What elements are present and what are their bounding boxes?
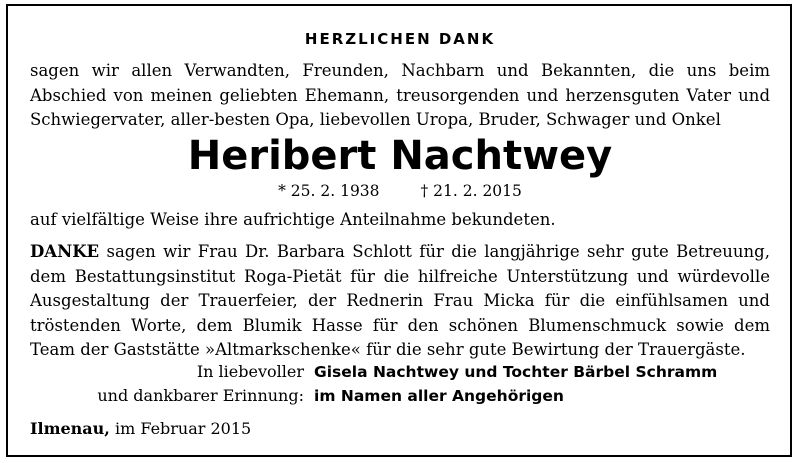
- date: im Februar 2015: [109, 419, 252, 438]
- signature-label-2: und dankbarer Erinnung:: [97, 386, 304, 405]
- signature-label-1: In liebevoller: [196, 362, 304, 381]
- condolence-paragraph: auf vielfältige Weise ihre aufrichtige Anteilnahme bekundeten.: [30, 210, 556, 229]
- birth-date: * 25. 2. 1938: [278, 182, 380, 200]
- signature-names: Gisela Nachtwey und Tochter Bärbel Schramm: [314, 363, 718, 381]
- signature-relatives: im Namen aller Angehörigen: [314, 387, 564, 405]
- intro-paragraph: sagen wir allen Verwandten, Freunden, Nachbarn und Bekannten, die uns beim Abschied von meinen geliebten Ehemann, treusorgenden und herzensguten Vater und Schwiegervater, aller-besten Opa, liebevollen Uropa, Bruder, Schwager und Onkel: [30, 61, 770, 129]
- death-date: † 21. 2. 2015: [420, 182, 522, 200]
- life-dates: [0, 182, 800, 200]
- place: Ilmenau,: [30, 419, 110, 438]
- thanks-text: sagen wir Frau Dr. Barbara Schlott für die langjährige sehr gute Betreuung, dem Bestattungsinstitut Roga-Pietät für die hilfreiche Unterstützung und würdevolle Ausgestaltung der Trauerfeier, der Rednerin Frau Micka für die einfühlsamen und tröstenden Worte, dem Blumik Hasse für den schönen Blumenschmuck sowie dem Team der Gaststätte »Altmarkschenke« für die sehr gute Bewirtung der Trauergäste.: [30, 242, 770, 359]
- notice-heading: HERZLICHEN DANK: [304, 30, 496, 48]
- thanks-paragraph: [30, 240, 770, 363]
- thanks-word: DANKE: [30, 242, 100, 261]
- deceased-name: Heribert Nachtwey: [187, 133, 613, 179]
- place-date: [30, 419, 251, 438]
